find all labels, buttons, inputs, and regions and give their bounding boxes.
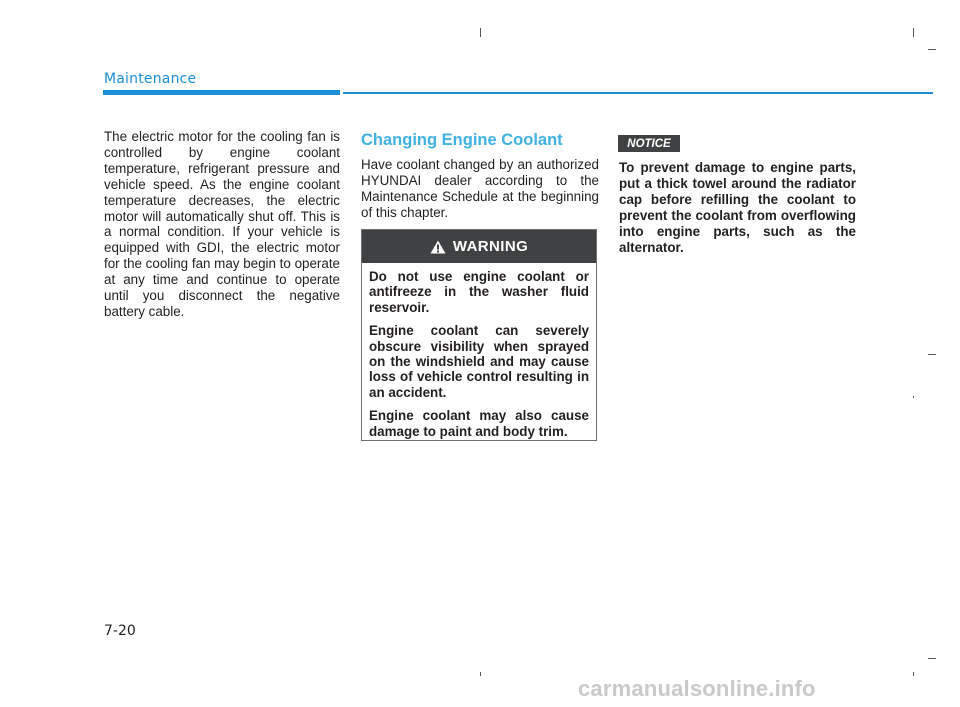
cooling-fan-paragraph: The electric motor for the cooling fan is controlled by engine coolant temperature, refrigerant pressure and vehicle speed. As the engine coolant temperature decreases, the electric motor will automatically shut off. This is a normal condition. If your vehicle is equipped with GDI, the electric motor for the cooling fan may begin to operate at any time and continue to operate until you disconnect the negative battery cable. (104, 129, 340, 319)
section-title: Maintenance (104, 71, 197, 87)
warning-triangle-icon (430, 240, 446, 254)
notice-badge: NOTICE (618, 135, 680, 152)
crop-mark (928, 354, 936, 355)
crop-mark (913, 28, 914, 37)
header-rule-thin (343, 92, 933, 94)
crop-mark (928, 658, 936, 659)
notice-text: To prevent damage to engine parts, put a thick towel around the radiator cap before refilling the coolant to prevent the coolant from overflowing into engine parts, such as the alternator. (619, 160, 856, 255)
crop-mark (913, 672, 914, 676)
header-rule-thick (103, 90, 340, 95)
page-number: 7-20 (104, 623, 136, 639)
warning-header (362, 230, 596, 263)
coolant-change-paragraph: Have coolant changed by an authorized HYUNDAI dealer according to the Maintenance Schedule at the beginning of this chapter. (361, 157, 599, 220)
warning-paragraph: Engine coolant may also cause damage to paint and body trim. (369, 408, 589, 439)
crop-mark (480, 28, 481, 37)
crop-mark (913, 396, 914, 398)
watermark-text: carmanualsonline.info (578, 676, 816, 701)
warning-body (362, 263, 596, 439)
warning-paragraph: Do not use engine coolant or antifreeze in the washer fluid reservoir. (369, 269, 589, 315)
warning-paragraph: Engine coolant can severely obscure visibility when sprayed on the windshield and may cause loss of vehicle control resulting in an accident. (369, 323, 589, 400)
warning-label: WARNING (452, 238, 529, 255)
crop-mark (928, 49, 936, 50)
crop-mark (480, 672, 481, 676)
section-heading: Changing Engine Coolant (361, 131, 563, 149)
warning-box (361, 229, 597, 441)
